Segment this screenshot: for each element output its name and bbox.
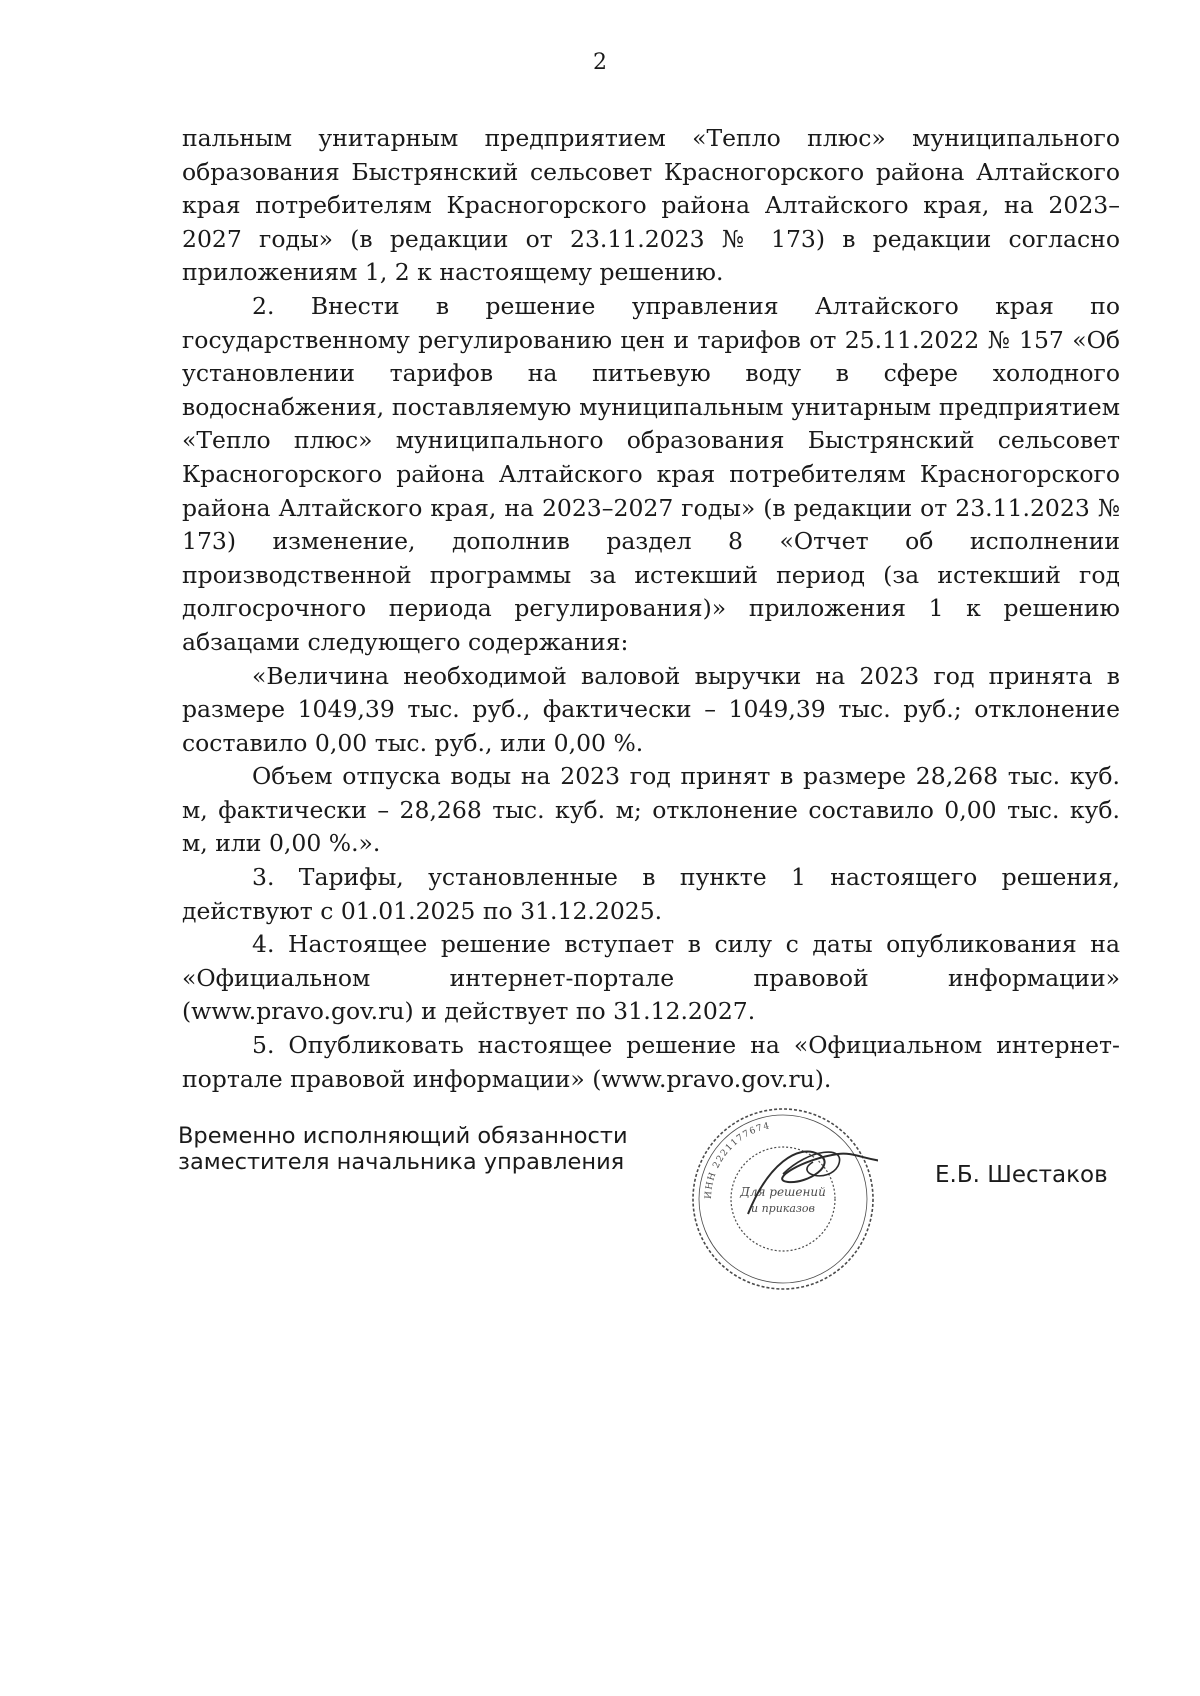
paragraph-quote-volume: Объем отпуска воды на 2023 год принят в размере 28,268 тыс. куб. м, фактически – 28,268 тыс. куб. м; отклонение составило 0,00 тыс. куб. м, или 0,00 %.». xyxy=(182,762,1120,858)
document-body xyxy=(182,122,1120,1096)
paragraph-item-5: 5. Опубликовать настоящее решение на «Официальном интернет-портале правовой информации» (www.pravo.gov.ru). xyxy=(182,1031,1120,1093)
page-number: 2 xyxy=(593,50,607,75)
paragraph-quote-revenue: «Величина необходимой валовой выручки на 2023 год принята в размере 1049,39 тыс. руб., фактически – 1049,39 тыс. руб.; отклонение составило 0,00 тыс. руб., или 0,00 %. xyxy=(182,661,1120,757)
stamp-middle-ring xyxy=(699,1115,867,1283)
signatory-position-line-1: Временно исполняющий обязанности xyxy=(178,1123,628,1149)
paragraph-continuation: пальным унитарным предприятием «Тепло плюс» муниципального образования Быстрянский сельсовет Красногорского района Алтайского края потребителям Красногорского района Алтайского края, на 2023–2027 годы» (в редакции от 23.11.2023 № 173) в редакции согласно приложениям 1, 2 к настоящему решению. xyxy=(182,124,1120,287)
paragraph-item-2: 2. Внести в решение управления Алтайского края по государственному регулированию цен и тарифов от 25.11.2022 № 157 «Об установлении тарифов на питьевую воду в сфере холодного водоснабжения, поставляемую муниципальным унитарным предприятием «Тепло плюс» муниципального образования Быстрянский сельсовет Красногорского района Алтайского края потребителям Красногорского района Алтайского края, на 2023–2027 годы» (в редакции от 23.11.2023 № 173) изменение, дополнив раздел 8 «Отчет об исполнении производственной программы за истекший период (за истекший год долгосрочного периода регулирования)» приложения 1 к решению абзацами следующего содержания: xyxy=(182,291,1120,656)
paragraph-item-3: 3. Тарифы, установленные в пункте 1 настоящего решения, действуют с 01.01.2025 по 31.12.2025. xyxy=(182,863,1120,925)
paragraph-item-4: 4. Настоящее решение вступает в силу с даты опубликования на «Официальном интернет-портале правовой информации» (www.pravo.gov.ru) и действует по 31.12.2027. xyxy=(182,930,1120,1026)
signatory-position-line-2: заместителя начальника управления xyxy=(178,1149,625,1175)
stamp-ring-text: ИНН 2221177674 xyxy=(703,1121,772,1200)
signer-name: Е.Б. Шестаков xyxy=(935,1162,1108,1188)
official-stamp xyxy=(688,1104,878,1294)
stamp-inner-text-1: Для решений xyxy=(740,1185,826,1199)
signatory-position xyxy=(178,1123,628,1175)
stamp-inner-text-2: и приказов xyxy=(751,1202,815,1215)
stamp-outer-ring xyxy=(693,1109,873,1289)
